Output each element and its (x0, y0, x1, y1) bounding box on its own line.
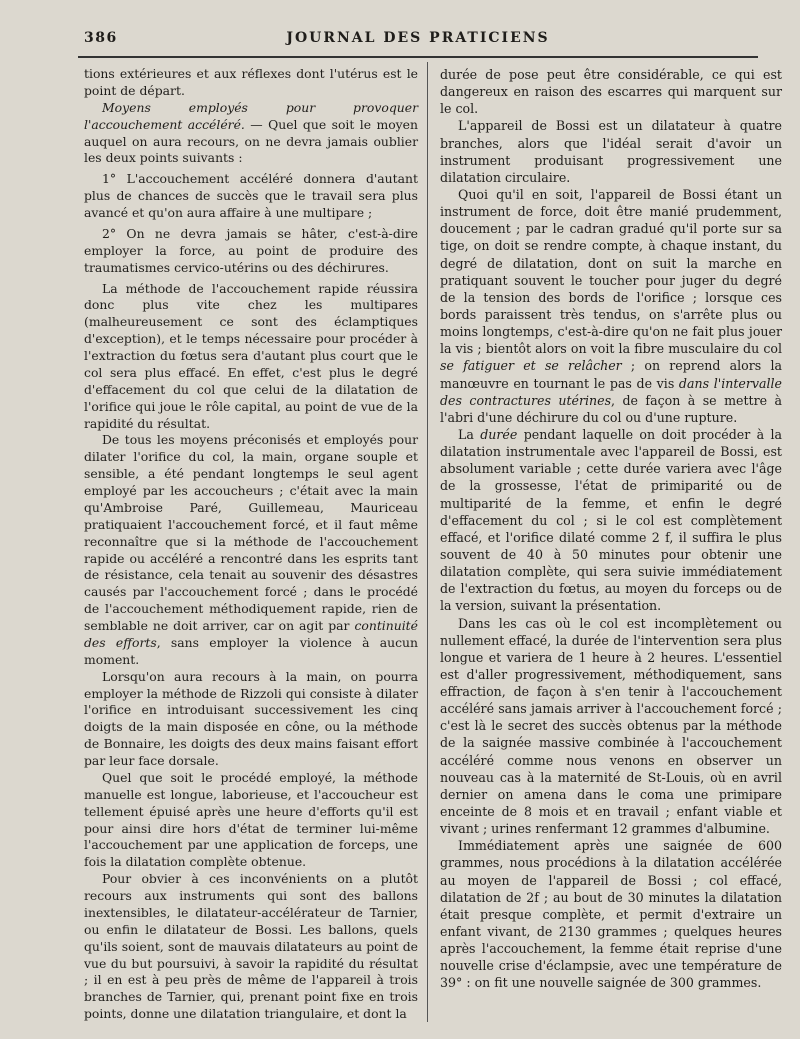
paragraph: Pour obvier à ces inconvénients on a plutôt recours aux instruments qui sont des ballons inextensibles, le dilatateur-accélérateur de Tarnier, ou enfin le dilatateur de Bossi. Les ballons, quels qu'ils soient, sont de mauvais dilatateurs au point de vue du but poursuivi, à savoir la rapidité du résultat ; il en est à peu près de même de l'appareil à trois branches de Tarnier, qui, prenant point fixe en trois points, donne une dilatation triangulaire, et dont la (84, 871, 418, 1022)
paragraph: Immédiatement après une saignée de 600 grammes, nous procédions à la dilatation accélérée au moyen de l'appareil de Bossi ; col effacé, dilatation de 2f ; au bout de 30 minutes la dilatation était presque complète, et permit d'extraire un enfant vivant, de 2130 grammes ; quelques heures après l'accouchement, la femme était reprise d'une nouvelle crise d'éclampsie, avec une température de 39° : on fit une nouvelle saignée de 300 grammes. (440, 838, 782, 991)
paragraph (440, 426, 782, 615)
header-rule (78, 56, 758, 58)
paragraph (84, 100, 418, 168)
paragraph-text: De tous les moyens préconisés et employés pour dilater l'orifice du col, la main, organe souple et sensible, a été pendant longtemps le seul agent employé par les accoucheurs ; c'était avec la main qu'Ambroise Paré, Guillemeau, Mauriceau pratiquaient l'accouchement forcé, et il faut même reconnaître que si la méthode de l'accouchement rapide ou accéléré a rencontré dans les esprits tant de résistance, cela tenait au souvenir des désastres causés par l'accouchement forcé ; dans le procédé de l'accouchement méthodiquement rapide, rien de semblable ne doit arriver, car on agit par (84, 432, 418, 633)
left-column (84, 66, 418, 1023)
emphasis: continuité des efforts (84, 618, 418, 650)
paragraph-text: , sans employer la violence à aucun moment. (84, 634, 418, 667)
emphasis: durée (480, 426, 518, 442)
section-heading: Moyens employés pour provoquer l'accouchement accéléré. (84, 99, 418, 132)
emphasis: se fatiguer et se relâcher (440, 358, 622, 374)
page-number: 386 (84, 30, 118, 46)
page-header (78, 28, 758, 50)
paragraph: Lorsqu'on aura recours à la main, on pourra employer la méthode de Rizzoli qui consiste à dilater l'orifice en introduisant successivement les cinq doigts de la main disposée en cône, ou la méthode de Bonnaire, les doigts des deux mains faisant effort par leur face dorsale. (84, 668, 418, 768)
emphasis: dans l'intervalle des contractures utérines (440, 375, 782, 408)
paragraph: La méthode de l'accouchement rapide réussira donc plus vite chez les multipares (malheureusement ce sont des éclamptiques d'exception), et le temps nécessaire pour procéder à l'extraction du fœtus sera d'autant plus court que le col sera plus effacé. En effet, c'est plus le degré d'effacement du col que celui de la dilatation de l'orifice qui joue le rôle capital, au point de vue de la rapidité du résultat. (84, 280, 418, 431)
paragraph: Dans les cas où le col est incomplètement ou nullement effacé, la durée de l'intervention sera plus longue et variera de 1 heure à 2 heures. L'essentiel est d'aller progressivement, méthodiquement, sans effraction, de façon à s'en tenir à l'accouchement accéléré sans jamais arriver à l'accouchement forcé ; c'est là le secret des succès obtenus par la méthode de la saignée massive combinée à l'accouchement accéléré comme nous venons en observer un nouveau cas à la maternité de St-Louis, où en avril dernier on amena dans le coma une primipare enceinte de 8 mois et en travail ; enfant viable et vivant ; urines renfermant 12 grammes d'albumine. (440, 615, 782, 837)
journal-title: JOURNAL DES PRATICIENS (286, 30, 550, 46)
paragraph (440, 186, 782, 426)
paragraph-text: Quoi qu'il en soit, l'appareil de Bossi étant un instrument de force, doit être manié prudemment, doucement ; par le cadran gradué qu'il porte sur sa tige, on doit se rendre compte, à chaque instant, du degré de dilatation, dont on suit la marche en pratiquant souvent le toucher pour juger du degré de la tension des bords de l'orifice ; lorsque ces bords paraissent très tendus, on s'arrête plus ou moins longtemps, c'est-à-dire qu'on ne fait plus jouer la vis ; bientôt alors on voit la fibre musculaire du col (440, 186, 782, 357)
paragraph-text: ; on reprend alors la manœuvre en tournant le pas de vis (440, 358, 782, 391)
paragraph: L'appareil de Bossi est un dilatateur à quatre branches, alors que l'idéal serait d'avoir un instrument produisant progressivement une dilatation circulaire. (440, 118, 782, 185)
paragraph: 2° On ne devra jamais se hâter, c'est-à-dire employer la force, au point de produire des traumatismes cervico-utérins ou des déchirures. (84, 225, 418, 275)
paragraph-text: , de façon à se mettre à l'abri d'une déchirure du col ou d'une rupture. (440, 392, 782, 425)
paragraph: 1° L'accouchement accéléré donnera d'autant plus de chances de succès que le travail sera plus avancé et qu'on aura affaire à une multipare ; (84, 171, 418, 220)
column-separator (427, 62, 428, 1022)
paragraph-text: La (458, 426, 481, 442)
paragraph-text: pendant laquelle on doit procéder à la dilatation instrumentale avec l'appareil de Bossi, est absolument variable ; cette durée variera avec l'âge de la grossesse, l'état de primiparité ou de multiparité de la femme, et enfin le degré d'effacement du col ; si le col est complètement effacé, et l'orifice dilaté comme 2 f, il suffira le plus souvent de 40 à 50 minutes pour obtenir une dilatation complète, qui sera suivie immédiatement de l'extraction du fœtus, au moyen du forceps ou de la version, suivant la présentation. (440, 426, 782, 614)
paragraph-text: — Quel que soit le moyen auquel on aura recours, on ne devra jamais oublier les deux points suivants : (84, 116, 418, 166)
paragraph: Quel que soit le procédé employé, la méthode manuelle est longue, laborieuse, et l'accoucheur est tellement épuisé après une heure d'efforts qu'il est pour ainsi dire hors d'état de terminer lui-même l'accouchement par une application de forceps, une fois la dilatation complète obtenue. (84, 769, 418, 870)
right-column (440, 66, 782, 992)
paragraph (84, 432, 418, 668)
paragraph: durée de pose peut être considérable, ce qui est dangereux en raison des escarres qui marquent sur le col. (440, 67, 782, 117)
paragraph: tions extérieures et aux réflexes dont l'utérus est le point de départ. (84, 66, 418, 98)
